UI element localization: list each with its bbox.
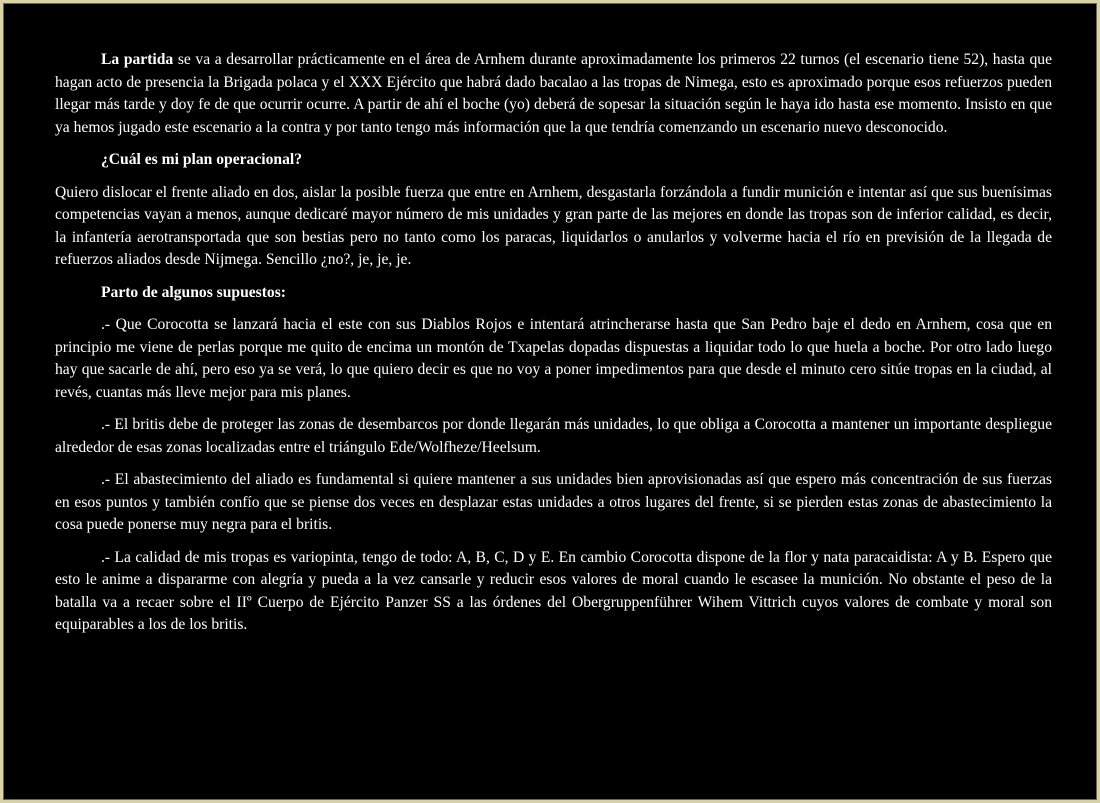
- paragraph-intro: [55, 49, 1052, 139]
- intro-text: se va a desarrollar prácticamente en el área de Arnhem durante aproximadamente los primeros 22 turnos (el escenario tiene 52), hasta que hagan acto de presencia la Brigada polaca y el XXX Ejército que habrá dado bacalao a las tropas de Nimega, esto es aproximado porque esos refuerzos pueden llegar más tarde y doy fe de que ocurrir ocurre. A partir de ahí el boche (yo) deberá de sopesar la situación según le haya ido hasta ese momento. Insisto en que ya hemos jugado este escenario a la contra y por tanto tengo más información que la que tendría comenzando un escenario nuevo desconocido.: [55, 51, 1052, 136]
- paragraph-plan: Quiero dislocar el frente aliado en dos, aislar la posible fuerza que entre en Arnhem, desgastarla forzándola a fundir munición e intentar así que sus buenísimas competencias vayan a menos, aunque dedicaré mayor número de mis unidades y gran parte de las mejores en donde las tropas son de inferior calidad, es decir, la infantería aerotransportada que son bestias pero no tanto como los paracas, liquidarlos o anularlos y volverme hacia el río en previsión de la llegada de refuerzos aliados desde Nijmega. Sencillo ¿no?, je, je, je.: [55, 183, 1052, 268]
- assumption-item-4: .- La calidad de mis tropas es variopinta, tengo de todo: A, B, C, D y E. En cambio Corocotta dispone de la flor y nata paracaidista: A y B. Espero que esto le anime a dispararme con alegría y pueda a la vez cansarle y reducir esos valores de moral cuando le escasee la munición. No obstante el peso de la batalla va a recaer sobre el IIº Cuerpo de Ejército Panzer SS a las órdenes del Obergruppenführer Wihem Vittrich cuyos valores de combate y moral son equiparables a los de los britis.: [55, 548, 1052, 633]
- assumption-item-1: .- Que Corocotta se lanzará hacia el este con sus Diablos Rojos e intentará atrincherarse hasta que San Pedro baje el dedo en Arnhem, cosa que en principio me viene de perlas porque me quito de encima un montón de Txapelas dopadas dispuestas a liquidar todo lo que huela a boche. Por otro lado luego hay que sacarle de ahí, pero eso ya se verá, lo que quiero decir es que no voy a poner impedimentos para que desde el minuto cero sitúe tropas en la ciudad, al revés, cuantas más lleve mejor para mis planes.: [55, 316, 1052, 401]
- assumption-item-2: .- El britis debe de proteger las zonas de desembarcos por donde llegarán más unidades, lo que obliga a Corocotta a mantener un importante despliegue alrededor de esas zonas localizadas entre el triángulo Ede/Wolfheze/Heelsum.: [55, 416, 1052, 456]
- document-body: [55, 49, 1052, 647]
- assumption-item-3: .- El abastecimiento del aliado es fundamental si quiere mantener a sus unidades bien aprovisionadas así que espero más concentración de sus fuerzas en esos puntos y también confío que se piense dos veces en desplazar estas unidades a otros lugares del frente, si se pierden estas zonas de abastecimiento la cosa puede ponerse muy negra para el britis.: [55, 471, 1052, 533]
- intro-lead: La partida: [101, 51, 174, 68]
- heading-operational-plan: ¿Cuál es mi plan operacional?: [101, 151, 302, 168]
- heading-assumptions: Parto de algunos supuestos:: [101, 283, 286, 301]
